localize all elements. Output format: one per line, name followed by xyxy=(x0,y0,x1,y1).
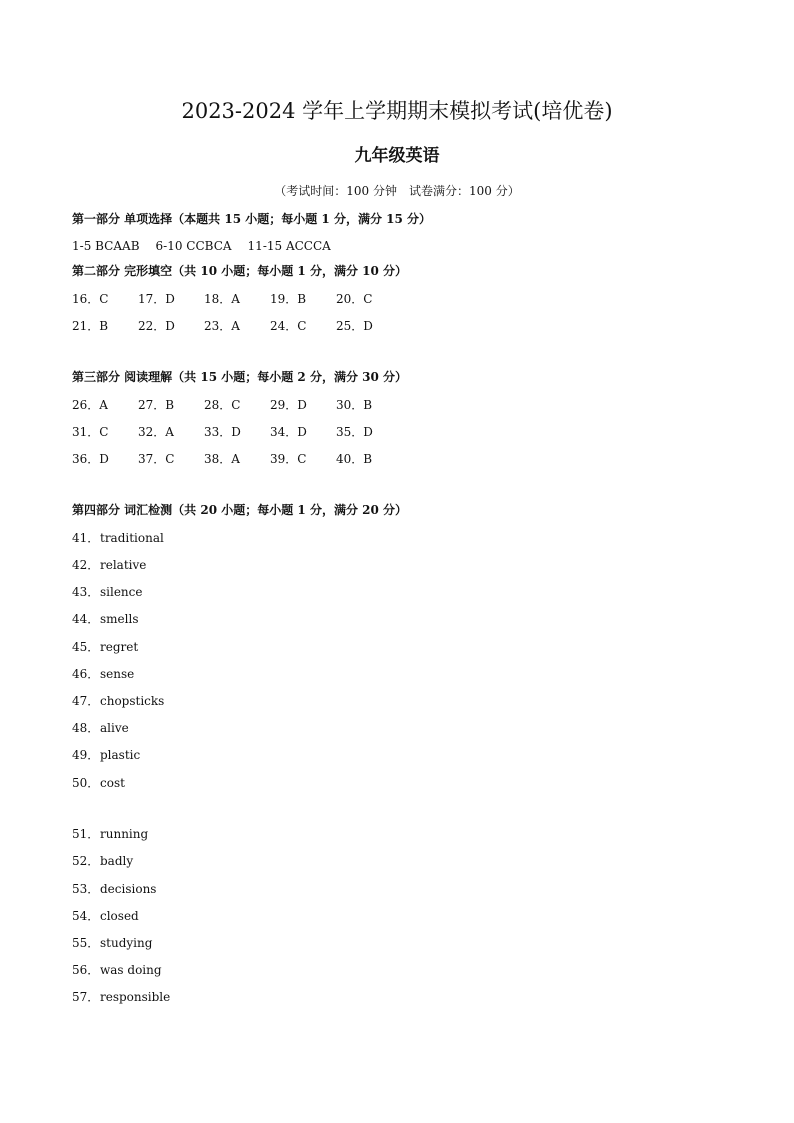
vocab-item-50 xyxy=(72,774,125,792)
answer-item: 17．D xyxy=(138,292,175,306)
answer-item: 22．D xyxy=(138,319,175,333)
part4-header: 第四部分 词汇检测（共 20 小题；每小题 1 分，满分 20 分） xyxy=(72,503,407,517)
item-answer: smells xyxy=(100,612,139,626)
item-answer: silence xyxy=(100,585,143,599)
item-number: 53． xyxy=(72,882,100,896)
vocab-item-47 xyxy=(72,692,164,710)
item-answer: studying xyxy=(100,936,153,950)
answer-item: 18．A xyxy=(204,292,240,306)
answer-item: 24．C xyxy=(270,319,307,333)
part1-group-1: 1-5 BCAAB xyxy=(72,239,140,253)
vocab-item-48 xyxy=(72,719,129,737)
item-number: 48． xyxy=(72,721,100,735)
part1-answers xyxy=(72,237,331,255)
item-answer: plastic xyxy=(100,748,141,762)
answer-item: 33．D xyxy=(204,425,241,439)
item-number: 49． xyxy=(72,748,100,762)
answer-item: 31．C xyxy=(72,425,109,439)
item-answer: running xyxy=(100,827,149,841)
answer-item: 30．B xyxy=(336,398,373,412)
answer-item: 29．D xyxy=(270,398,307,412)
item-answer: chopsticks xyxy=(100,694,165,708)
vocab-item-41 xyxy=(72,529,164,547)
item-number: 44． xyxy=(72,612,100,626)
vocab-item-44 xyxy=(72,610,138,628)
part2-header: 第二部分 完形填空（共 10 小题；每小题 1 分，满分 10 分） xyxy=(72,264,407,278)
answer-item: 28．C xyxy=(204,398,241,412)
answer-item: 36．D xyxy=(72,452,109,466)
part3-row-1 xyxy=(72,396,402,414)
item-answer: traditional xyxy=(100,531,164,545)
answer-item: 16．C xyxy=(72,292,109,306)
vocab-item-42 xyxy=(72,556,146,574)
item-answer: relative xyxy=(100,558,147,572)
item-answer: was doing xyxy=(100,963,162,977)
part1-header: 第一部分 单项选择（本题共 15 小题；每小题 1 分，满分 15 分） xyxy=(72,212,431,226)
item-number: 52． xyxy=(72,854,100,868)
item-number: 45． xyxy=(72,640,100,654)
vocab-item-52 xyxy=(72,852,133,870)
answer-item: 32．A xyxy=(138,425,174,439)
item-number: 42． xyxy=(72,558,100,572)
item-answer: badly xyxy=(100,854,134,868)
item-answer: regret xyxy=(100,640,139,654)
vocab-item-45 xyxy=(72,638,138,656)
vocab-item-54 xyxy=(72,907,139,925)
answer-item: 25．D xyxy=(336,319,373,333)
answer-item: 27．B xyxy=(138,398,175,412)
vocab-item-55 xyxy=(72,934,152,952)
answer-item: 19．B xyxy=(270,292,307,306)
answer-item: 34．D xyxy=(270,425,307,439)
part3-row-3 xyxy=(72,450,402,468)
item-number: 43． xyxy=(72,585,100,599)
page-subtitle: 九年级英语 xyxy=(354,146,440,166)
answer-item: 39．C xyxy=(270,452,307,466)
exam-info: （考试时间：100 分钟 试卷满分：100 分） xyxy=(274,184,520,198)
vocab-item-51 xyxy=(72,825,148,843)
item-number: 55． xyxy=(72,936,100,950)
item-number: 50． xyxy=(72,776,100,790)
vocab-item-49 xyxy=(72,746,140,764)
answer-item: 37．C xyxy=(138,452,175,466)
vocab-item-56 xyxy=(72,961,162,979)
answer-item: 20．C xyxy=(336,292,373,306)
item-answer: sense xyxy=(100,667,135,681)
item-answer: decisions xyxy=(100,882,157,896)
part2-row-2 xyxy=(72,317,402,335)
vocab-item-53 xyxy=(72,880,156,898)
item-answer: closed xyxy=(100,909,139,923)
part2-row-1 xyxy=(72,290,402,308)
item-number: 54． xyxy=(72,909,100,923)
vocab-item-43 xyxy=(72,583,143,601)
answer-item: 21．B xyxy=(72,319,109,333)
vocab-item-46 xyxy=(72,665,134,683)
item-number: 57． xyxy=(72,990,100,1004)
item-answer: responsible xyxy=(100,990,171,1004)
page-title: 2023-2024 学年上学期期末模拟考试(培优卷) xyxy=(181,99,613,123)
item-number: 51． xyxy=(72,827,100,841)
item-number: 41． xyxy=(72,531,100,545)
answer-item: 26．A xyxy=(72,398,108,412)
answer-item: 23．A xyxy=(204,319,240,333)
part1-group-2: 6-10 CCBCA xyxy=(155,239,232,253)
part3-header: 第三部分 阅读理解（共 15 小题；每小题 2 分，满分 30 分） xyxy=(72,370,407,384)
item-answer: alive xyxy=(100,721,129,735)
part1-group-3: 11-15 ACCCA xyxy=(247,239,331,253)
item-number: 46． xyxy=(72,667,100,681)
item-number: 47． xyxy=(72,694,100,708)
item-number: 56． xyxy=(72,963,100,977)
answer-item: 35．D xyxy=(336,425,373,439)
item-answer: cost xyxy=(100,776,125,790)
answer-item: 38．A xyxy=(204,452,240,466)
answer-item: 40．B xyxy=(336,452,373,466)
vocab-item-57 xyxy=(72,988,170,1006)
part3-row-2 xyxy=(72,423,402,441)
